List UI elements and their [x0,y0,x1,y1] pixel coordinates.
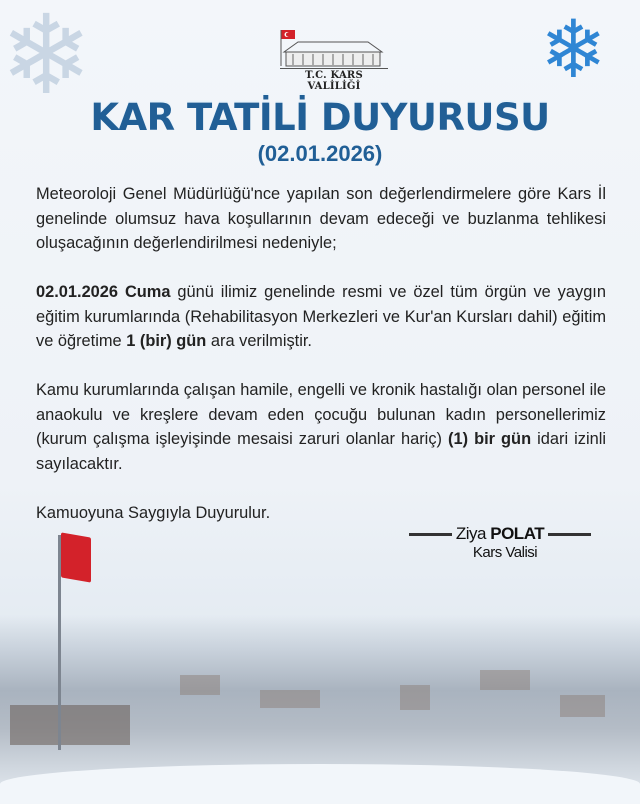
divider [409,533,452,536]
paragraph-decision [36,280,606,354]
snowflake-icon: ❄ [0,0,93,119]
signer-role: Kars Valisi [472,544,538,561]
signer-last-name: POLAT [490,524,545,543]
snow-bank [0,764,640,804]
divider [548,533,591,536]
paragraph-intro: Meteoroloji Genel Müdürlüğü'nce yapılan son değerlendirmelere göre Kars İl genelinde olumsuz hava koşullarının devam edeceği ve buzlanma tehlikesi oluşacağının değerlendirilmesi nedeniyle; [36,185,606,252]
turkish-flag [61,532,91,582]
paragraph-staff [36,378,606,476]
snowflake-icon: ❄ [540,3,608,96]
closing-text: Kamuoyuna Saygıyla Duyurulur. [36,503,271,522]
text: günü ilimiz genelinde resmi ve özel tüm örgün ve yaygın eğitim kurumlarında (Rehabilitasyon Merkezleri ve Kur'an Kursları dahil) eğitim ve öğretime [36,283,606,350]
text: idari izinli sayılacaktır. [36,430,606,473]
duration-bold: (1) bir gün [448,430,532,448]
signature [405,524,595,561]
signer-first-name: Ziya [455,524,487,543]
text: Kamu kurumlarında çalışan hamile, engelli ve kronik hastalığı olan personel ile anaokulu ve kreşlere devam eden çocuğu bulunan kadın personellerimiz (kurum çalışma işleyişinde mesaisi zaruri olanlar hariç) [36,381,606,448]
announcement-date: (02.01.2026) [257,141,383,166]
page-title: KAR TATİLİ DUYURUSU [90,96,550,139]
text: ara verilmiştir. [206,332,312,350]
announcement-body [36,182,606,550]
date-bold: 02.01.2026 Cuma [36,283,171,301]
logo-text: T.C. KARS VALİLİĞİ [280,68,388,92]
duration-bold: 1 (bir) gün [126,332,207,350]
